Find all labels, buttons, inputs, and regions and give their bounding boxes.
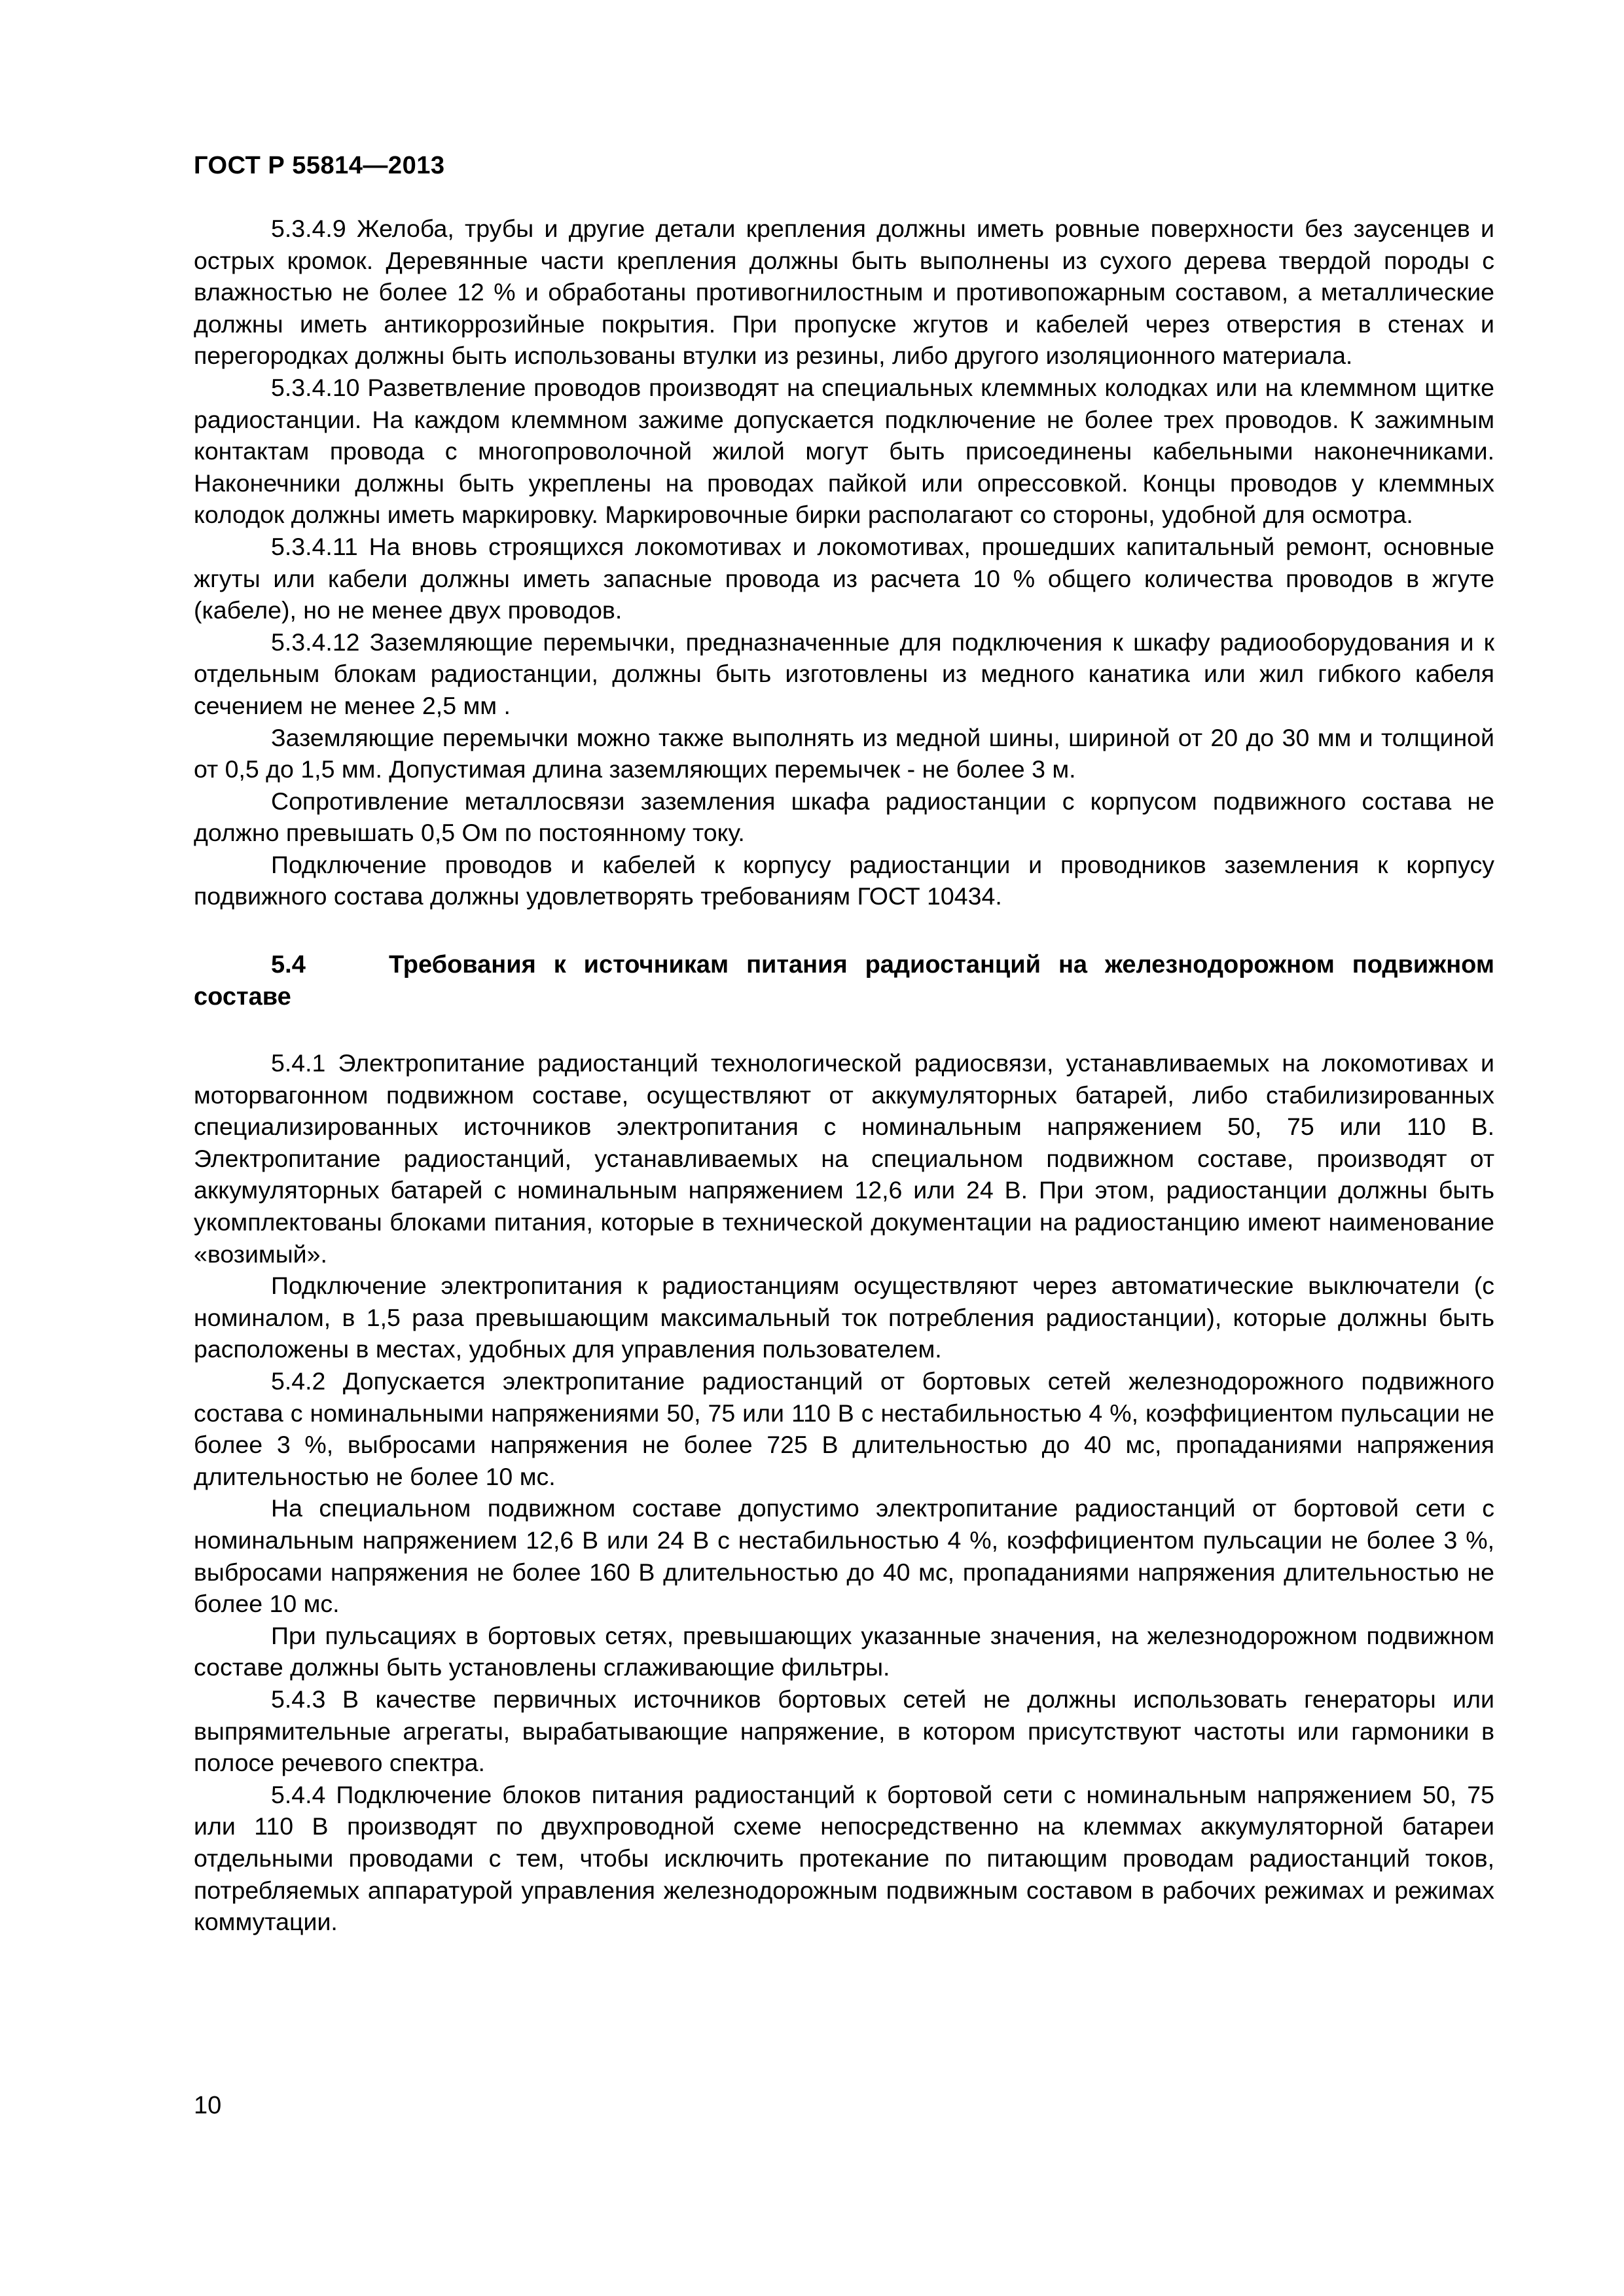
section-number: 5.4 [271,951,306,979]
section-title-text: Требования к источникам питания радиостанций на железнодорожном подвижном составе [194,951,1494,1011]
paragraph-5-4-1: 5.4.1 Электропитание радиостанций технологической радиосвязи, устанавливаемых на локомотивах и моторвагонном подвижном составе, осуществляют от аккумуляторных батарей, либо стабилизированных специализированных источников электропитания с номинальным напряжением 50, 75 или 110 В. Электропитание радиостанций, устанавливаемых на специальном подвижном составе, производят от аккумуляторных батарей с номинальным напряжением 12,6 или 24 В. При этом, радиостанции должны быть укомплектованы блоками питания, которые в технической документации на радиостанцию имеют наименование «возимый». [194,1049,1494,1268]
page-number: 10 [194,2092,222,2119]
paragraph-5-3-4-10: 5.3.4.10 Разветвление проводов производят на специальных клеммных колодках или на клеммном щитке радиостанции. На каждом клеммном зажиме допускается подключение не более трех проводов. К зажимным контактам провода с многопроволочной жилой могут быть присоединены кабельными наконечниками. Наконечники должны быть укреплены на проводах пайкой или опрессовкой. Концы проводов у клеммных колодок должны иметь маркировку. Маркировочные бирки располагают со стороны, удобной для осмотра. [194,373,1494,529]
paragraph-5-4-3: 5.4.3 В качестве первичных источников бортовых сетей не должны использовать генераторы или выпрямительные агрегаты, вырабатывающие напряжение, в котором присутствуют частоты или гармоники в полосе речевого спектра. [194,1685,1494,1777]
paragraph-circuit-breakers: Подключение электропитания к радиостанциям осуществляют через автоматические выключатели (с номиналом, в 1,5 раза превышающим максимальный ток потребления радиостанции), которые должны быть расположены в местах, удобных для управления пользователем. [194,1272,1494,1363]
paragraph-5-4-2: 5.4.2 Допускается электропитание радиостанций от бортовых сетей железнодорожного подвижного состава с номинальными напряжениями 50, 75 или 110 В с нестабильностью 4 %, коэффициентом пульсации не более 3 %, выбросами напряжения не более 725 В длительностью до 40 мс, пропаданиями напряжения длительностью не более 10 мс. [194,1367,1494,1490]
paragraph-bonding-busbar: Заземляющие перемычки можно также выполнять из медной шины, шириной от 20 до 30 мм и толщиной от 0,5 до 1,5 мм. Допустимая длина заземляющих перемычек - не более 3 м. [194,723,1494,783]
document-body [194,213,1494,1938]
paragraph-5-3-4-9: 5.3.4.9 Желоба, трубы и другие детали крепления должны иметь ровные поверхности без заусенцев и острых кромок. Деревянные части крепления должны быть выполнены из сухого дерева твердой породы с влажностью не более 12 % и обработаны противогнилостным и противопожарным составом, а металлические должны иметь антикоррозийные покрытия. При пропуске жгутов и кабелей через отверстия в стенах и перегородках должны быть использованы втулки из резины, либо другого изоляционного материала. [194,215,1494,370]
paragraph-5-4-4: 5.4.4 Подключение блоков питания радиостанций к бортовой сети с номинальным напряжением 50, 75 или 110 В производят по двухпроводной схеме непосредственно на клеммах аккумуляторной батареи отдельными проводами с тем, чтобы исключить протекание по питающим проводам радиостанций токов, потребляемых аппаратурой управления железнодорожным подвижным составом в рабочих режимах и режимах коммутации. [194,1780,1494,1936]
section-heading-5-4 [194,949,1494,1013]
document-code-header: ГОСТ Р 55814—2013 [194,152,445,179]
paragraph-5-3-4-11: 5.3.4.11 На вновь строящихся локомотивах и локомотивах, прошедших капитальный ремонт, основные жгуты или кабели должны иметь запасные провода из расчета 10 % общего количества проводов в жгуте (кабеле), но не менее двух проводов. [194,532,1494,624]
paragraph-smoothing-filters: При пульсациях в бортовых сетях, превышающих указанные значения, на железнодорожном подвижном составе должны быть установлены сглаживающие фильтры. [194,1621,1494,1681]
paragraph-bonding-resistance: Сопротивление металлосвязи заземления шкафа радиостанции с корпусом подвижного состава не должно превышать 0,5 Ом по постоянному току. [194,787,1494,847]
paragraph-grounding-requirements: Подключение проводов и кабелей к корпусу радиостанции и проводников заземления к корпусу подвижного состава должны удовлетворять требованиям ГОСТ 10434. [194,850,1494,910]
paragraph-special-rolling-stock: На специальном подвижном составе допустимо электропитание радиостанций от бортовой сети с номинальным напряжением 12,6 В или 24 В с нестабильностью 4 %, коэффициентом пульсации не более 3 %, выбросами напряжения не более 160 В длительностью до 40 мс, пропаданиями напряжения длительностью не более 10 мс. [194,1494,1494,1618]
paragraph-5-3-4-12: 5.3.4.12 Заземляющие перемычки, предназначенные для подключения к шкафу радиооборудования и к отдельным блокам радиостанции, должны быть изготовлены из медного канатика или жил гибкого кабеля сечением не менее 2,5 мм . [194,628,1494,719]
